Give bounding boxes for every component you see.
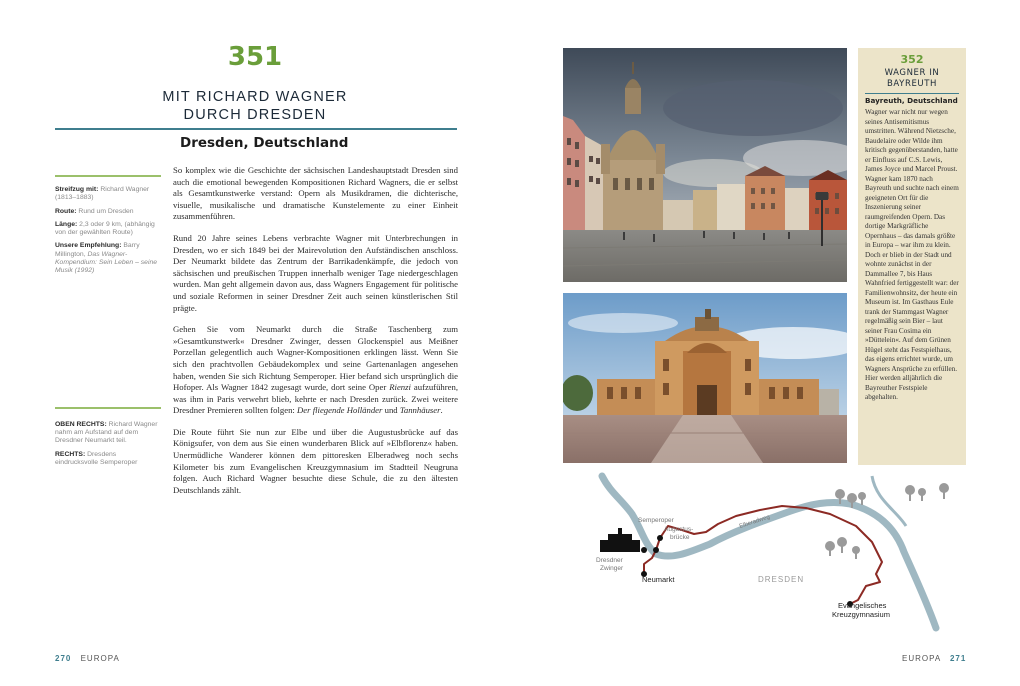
entry-title-line1: MIT RICHARD WAGNER xyxy=(162,89,348,105)
tree-cluster-middle xyxy=(825,537,860,559)
fact-sidebar xyxy=(55,175,161,472)
marker-augustusbruecke xyxy=(657,535,663,541)
paragraph-2: Rund 20 Jahre seines Lebens verbrachte Wagner mit Unterbrechungen in Dresden, wo er sich 1849 bei der Mairevolution den Aufständischen anschloss. Der Neumarkt bildete das Zentrum der Barrikadenkämpfe, die jedoch von sächsischen und preußischen Truppen innerhalb weniger Tage niedergeschlagen wurden. Man geht allgemein davon aus, dass Wagners Engagement für politische und soziale Reformen in seiner Dresdner Zeit auch seinen künstlerischen Stil prägte. xyxy=(173,232,458,313)
label-zwinger-1: Dresdner xyxy=(596,557,623,564)
tree-cluster-top xyxy=(835,483,949,508)
photo-captions xyxy=(55,409,161,467)
label-kreuzgymnasium-2: Kreuzgymnasium xyxy=(832,610,890,619)
fact-length: Länge: 2,3 oder 9 km, (abhängig von der gewählten Route) xyxy=(55,220,155,237)
label-kreuzgymnasium-1: Evangelisches xyxy=(838,601,887,610)
entry-number: 351 xyxy=(227,42,283,72)
caption-right: RECHTS: Dresdens eindrucksvolle Semperoper xyxy=(55,450,138,466)
box-text: Wagner war nicht nur wegen seines Antisemitismus umstritten. Während Nietzsche, Baudelaire oder Wilde ihm kritisch gegenüberstanden, hatte er Einfluss auf C.S. Lewis, James Joyce und Marcel Proust. Wagner kam 1870 nach Bayreuth und suchte nach einem geeigneten Ort für die Inszenierung seiner raumgreifenden Opern. Das dortige Markgräfliche Opernhaus – das damals größte in Europa – war ihm zu klein. Doch er blieb in der Stadt und wohnte zunächst in der Dammallee 7, bis Haus Wahnfried fertiggestellt war: der Familienwohnsitz, der heute ein Museum ist. Im Gasthaus Eule trank der Stammgast Wagner regelmäßig sein Bier – laut seiner Frau Cosima ein »Düttelein«. Auf dem Grünen Hügel steht das Festspielhaus, das eigens errichtet wurde, um Wagners Ansprüche zu erfüllen. Hier werden alljährlich die Bayreuther Festspiele abgehalten. xyxy=(865,108,959,401)
label-neumarkt: Neumarkt xyxy=(642,575,675,584)
label-dresden: DRESDEN xyxy=(758,575,805,584)
paragraph-4: Die Route führt Sie nun zur Elbe und über die Augustusbrücke auf das Königsufer, von dem aus Sie einen wunderbaren Blick auf »Elbflorenz« haben. Unermüdliche Wanderer können dem pittoresken Elberadweg noch sechs Kilometer bis zum Evangelischen Kreuzgymnasium im Stadtteil Neugruna folgen. Auch Richard Wagner besuchte diese Schule, die zu den ältesten Deutschlands zählt. xyxy=(173,426,458,495)
left-footer-label: EUROPA xyxy=(80,654,120,663)
label-augustusbruecke-2: brücke xyxy=(670,534,690,541)
photo-neumarkt-frauenkirche xyxy=(563,48,847,282)
label-zwinger-2: Zwinger xyxy=(600,565,624,572)
title-rule xyxy=(55,128,457,130)
entry-title-line2: DURCH DRESDEN xyxy=(183,107,327,123)
fact-recommendation: Unsere Empfehlung: Barry Millington, Das Wagner-Kompendium: Sein Leben – seine Musik (1992) xyxy=(55,242,158,275)
fact-list xyxy=(55,177,161,276)
fact-companion: Streifzug mit: Richard Wagner (1813–1883) xyxy=(55,186,150,202)
zwinger-silhouette xyxy=(600,528,640,552)
box-entry-number: 352 xyxy=(900,53,924,66)
paragraph-1: So komplex wie die Geschichte der sächsischen Landeshauptstadt Dresden sind auch die emotional bewegenden Kompositionen Richard Wagners, die er selbst als Gesamtkunstwerke verstand: Opern als Musikdramen, die dichterische, visuelle, musikalische und dramatische Kunstelemente zu einer Einheit zusammenführen. xyxy=(173,165,458,222)
box-title xyxy=(865,68,959,90)
right-footer xyxy=(902,654,966,663)
box-title-line1: WAGNER IN xyxy=(884,68,940,78)
photo-semperoper xyxy=(563,293,847,463)
box-title-line2: BAYREUTH xyxy=(886,79,938,89)
right-page-number: 271 xyxy=(949,654,967,663)
label-elberadweg: Elberadweg xyxy=(738,514,771,530)
label-semperoper: Semperoper xyxy=(638,517,674,524)
marker-semperoper xyxy=(653,547,659,553)
right-footer-label: EUROPA xyxy=(902,654,941,663)
related-entry-box xyxy=(858,48,966,465)
marker-zwinger xyxy=(641,547,647,553)
left-page-number: 270 xyxy=(55,654,72,663)
body-text xyxy=(173,165,458,506)
box-rule xyxy=(865,93,959,94)
route-map xyxy=(560,470,970,640)
caption-top-right: OBEN RECHTS: Richard Wagner nahm am Aufstand auf dem Dresdner Neumarkt teil. xyxy=(55,420,158,445)
entry-title xyxy=(130,88,380,124)
fact-route: Route: Rund um Dresden xyxy=(55,207,134,215)
left-footer xyxy=(55,654,120,663)
box-location: Bayreuth, Deutschland xyxy=(865,96,958,105)
paragraph-3: Gehen Sie vom Neumarkt durch die Straße Taschenberg zum »Gesamtkunstwerk« Dresdner Zwinger, dessen Glockenspiel aus Meißner Porzellan gelegentlich auch Wagner-Kompositionen erklingen lässt. Wenn Sie sich den prachtvollen Gebäudekomplex und seine Gartenanlagen angesehen haben, wenden Sie sich Richtung Semperoper. Hier befand sich ursprünglich die Hofoper. Als Wagner 1842 zugesagt wurde, dort seine Oper Rienzi aufzuführen, was ihm in Paris verwehrt blieb, kehrte er nach Dresden zurück. Zwei weitere Dresdner Premieren sollten folgen: Der fliegende Holländer und Tannhäuser. xyxy=(173,324,459,416)
entry-location: Dresden, Deutschland xyxy=(180,135,349,151)
label-augustusbruecke-1: Augustus- xyxy=(664,526,694,533)
